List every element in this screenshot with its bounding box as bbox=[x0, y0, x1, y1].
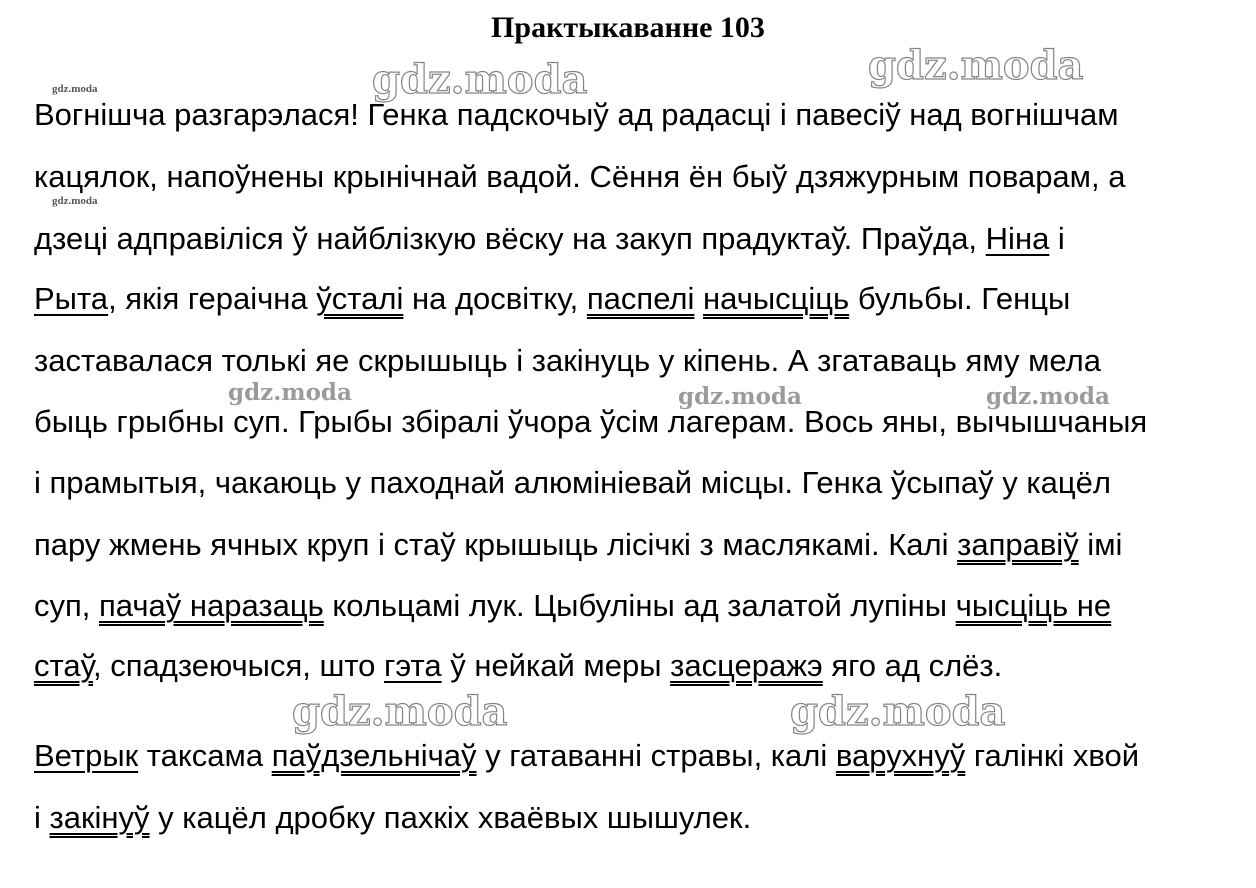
text-run: і bbox=[1049, 221, 1065, 256]
text-run: таксама bbox=[138, 738, 272, 773]
text-line bbox=[34, 800, 751, 836]
text-line: быць грыбны суп. Грыбы збіралі ўчора ўсім лагерам. Вось яны, вычышчаныя bbox=[34, 404, 1148, 439]
text-line bbox=[34, 588, 1111, 624]
text-line: кацялок, напоўнены крынічнай вадой. Сёння ён быў дзяжурным поварам, а bbox=[34, 159, 1126, 194]
text-line bbox=[34, 648, 1002, 684]
predicate-underline: варухнуў bbox=[835, 738, 966, 773]
text-run: кольцамі лук. Цыбуліны ад залатой лупіны bbox=[323, 588, 956, 623]
subject-underline: гэта bbox=[384, 648, 442, 683]
watermark: gdz.moda bbox=[52, 83, 98, 95]
predicate-underline: начысціць bbox=[703, 281, 850, 316]
predicate-underline: пачаў наразаць bbox=[99, 588, 324, 623]
watermark: gdz.moda bbox=[292, 688, 508, 735]
watermark: gdz.moda bbox=[228, 379, 352, 406]
text-line bbox=[34, 527, 1122, 563]
text-line: Вогнішча разгарэлася! Генка падскочыў ад радасці і павесіў над вогнішчам bbox=[34, 97, 1119, 132]
text-run: у кацёл дробку пахкіх хваёвых шышулек. bbox=[149, 800, 752, 835]
predicate-underline: закінуў bbox=[49, 800, 150, 835]
subject-underline: Рыта bbox=[34, 281, 109, 316]
text-run: імі bbox=[1078, 527, 1123, 562]
text-run: ў нейкай меры bbox=[441, 648, 671, 683]
text-run: , спадзеючыся, што bbox=[93, 648, 385, 683]
predicate-underline: ўсталі bbox=[316, 281, 404, 316]
predicate-underline: стаў bbox=[34, 648, 93, 683]
text-line: і прамытыя, чакаюць у паходнай алюмініевай місцы. Генка ўсыпаў у кацёл bbox=[34, 465, 1111, 500]
predicate-underline: паспелі bbox=[586, 281, 695, 316]
text-run: суп, bbox=[34, 588, 100, 623]
watermark: gdz.moda bbox=[986, 383, 1110, 410]
text-line: заставалася толькі яе скрышыць і закінуць у кіпень. А згатаваць яму мела bbox=[34, 343, 1101, 378]
text-line bbox=[34, 221, 1065, 257]
predicate-underline: паўдзельнічаў bbox=[271, 738, 477, 773]
text-run: у гатаванні стравы, калі bbox=[476, 738, 836, 773]
watermark: gdz.moda bbox=[868, 42, 1084, 89]
text-run: на досвітку, bbox=[403, 281, 587, 316]
watermark: gdz.moda bbox=[372, 56, 588, 103]
text-line bbox=[34, 281, 1070, 317]
page-title: Практыкаванне 103 bbox=[491, 11, 765, 44]
watermark: gdz.moda bbox=[678, 383, 802, 410]
predicate-underline: засцеражэ bbox=[670, 648, 823, 683]
text-run: галінкі хвой bbox=[965, 738, 1140, 773]
text-run: , якія гераічна bbox=[108, 281, 317, 316]
text-run: і bbox=[34, 800, 50, 835]
predicate-underline: заправіў bbox=[957, 527, 1079, 562]
text-run bbox=[694, 281, 703, 316]
subject-underline: Ветрык bbox=[34, 738, 139, 773]
watermark: gdz.moda bbox=[790, 688, 1006, 735]
subject-underline: Ніна bbox=[985, 221, 1050, 256]
predicate-underline: чысціць не bbox=[955, 588, 1112, 623]
watermark: gdz.moda bbox=[52, 195, 98, 207]
text-run: пару жмень ячных круп і стаў крышыць лісічкі з маслякамі. Калі bbox=[34, 527, 958, 562]
text-run: бульбы. Генцы bbox=[849, 281, 1071, 316]
text-run: дзеці адправіліся ў найблізкую вёску на закуп прадуктаў. Праўда, bbox=[34, 221, 986, 256]
text-line bbox=[34, 738, 1139, 774]
text-run: яго ад слёз. bbox=[822, 648, 1003, 683]
